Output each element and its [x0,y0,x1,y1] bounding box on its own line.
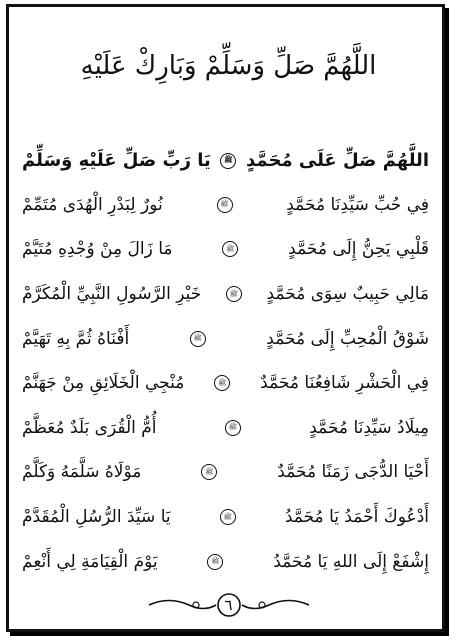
poem-line [22,272,429,317]
poem-line [22,183,429,228]
poem-line [22,406,429,451]
line-second-half: يَا سَيِّدَ الرُّسُلِ الْمُقَدَّمْ [22,507,171,528]
line-first-half: قَلْبِي يَحِنُّ إِلَى مُحَمَّدٍ [288,239,429,260]
salawat-icon: ﷺ [222,241,238,257]
salawat-icon: ﷺ [207,554,223,570]
line-first-half: أَدْعُوكَ أَحْمَدُ يَا مُحَمَّدُ [284,507,429,528]
salawat-marker [217,195,233,215]
line-second-half: نُورٌ لِبَدْرِ الْهُدَى مُتَمِّمْ [22,194,163,215]
salawat-icon: ﷺ [226,286,242,302]
poem-line [22,138,429,183]
line-second-half: خَيْرِ الرَّسُولِ النَّبِيِّ الْمُكَرَّمْ [22,284,202,305]
line-second-half: يَا رَبِّ صَلِّ عَلَيْهِ وَسَلِّمْ [22,149,211,171]
line-first-half: مَالِي حَبِيبٌ سِوَى مُحَمَّدٍ [266,284,429,305]
salawat-marker [207,552,223,572]
line-second-half: أُمُّ الْقُرَى بَلَدٌ مُعَظَّمْ [22,417,157,438]
poem-line [22,495,429,540]
salawat-marker [225,418,241,438]
poem-line [22,316,429,361]
salawat-icon: ﷺ [217,197,233,213]
page-title: اللَّهُمَّ صَلِّ وَسَلِّمْ وَبَارِكْ عَلَيْهِ [80,51,377,81]
line-first-half: فِي حُبِّ سَيِّدِنَا مُحَمَّدٍ [286,194,429,215]
salawat-marker [226,284,242,304]
line-second-half: مَا زَالَ مِنْ وُجْدِهِ مُتَيَّمْ [22,239,173,260]
line-first-half: فِي الْحَشْرِ شَافِعُنَا مُحَمَّدٌ [260,373,429,394]
poem-line [22,227,429,272]
page-number: ٦ [224,596,233,614]
salawat-marker [220,507,236,527]
line-second-half: مَوْلَاهُ سَلَّمَهُ وَكَلَّمْ [22,462,142,483]
line-second-half: مُنْجِي الْخَلَائِقِ مِنْ جَهَنَّمْ [22,373,185,394]
salawat-icon: ﷺ [225,420,241,436]
salawat-marker [190,329,206,349]
poem-line [22,539,429,584]
salawat-icon: ﷺ [220,509,236,525]
line-second-half: أَفْنَاهُ ثُمَّ بِهِ تَهَيَّمْ [22,328,130,349]
poem-line [22,450,429,495]
salawat-marker [222,239,238,259]
line-first-half: إِشْفَعْ إِلَى اللهِ يَا مُحَمَّدُ [273,551,429,572]
line-first-half: اللَّهُمَّ صَلِّ عَلَى مُحَمَّدٍ [246,149,429,171]
poem-line [22,361,429,406]
salawat-icon: ﷺ [201,464,217,480]
line-first-half: شَوْقُ الْمُحِبِّ إِلَى مُحَمَّدٍ [266,328,429,349]
line-second-half: يَوْمَ الْقِيَامَةِ لِي أَنْعِمْ [22,551,158,572]
poem-lines [22,138,429,584]
salawat-icon: ﷺ [220,153,236,169]
salawat-icon: ﷺ [190,331,206,347]
salawat-marker [201,462,217,482]
salawat-marker [220,150,236,171]
salawat-icon: ﷺ [214,375,230,391]
salawat-marker [214,373,230,393]
line-first-half: مِيلَادُ سَيِّدِنَا مُحَمَّدٍ [309,417,429,438]
line-first-half: أَحْيَا الدُّجَى زَمَنًا مُحَمَّدٌ [277,462,429,483]
